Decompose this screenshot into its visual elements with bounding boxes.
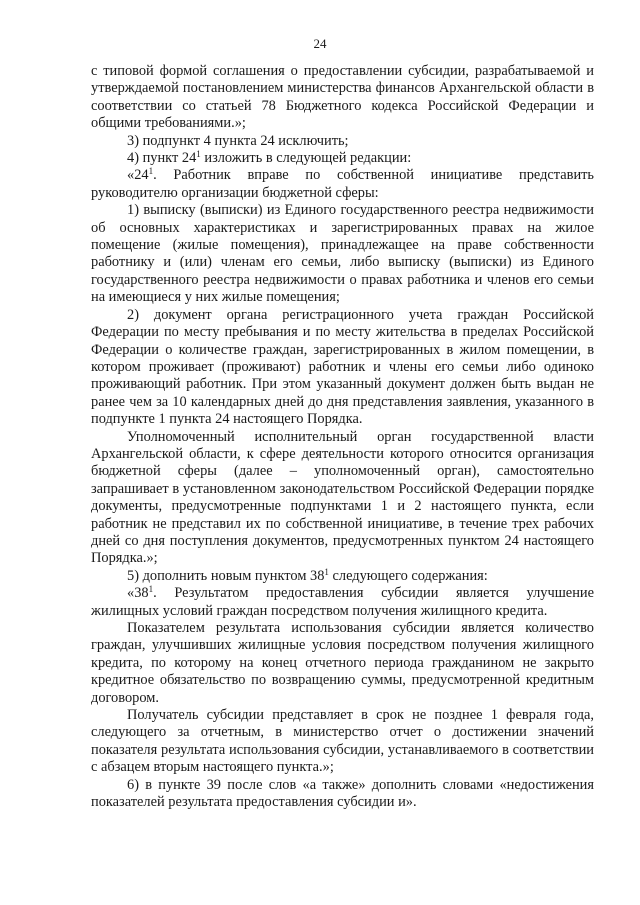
paragraph-report: Получатель субсидии представляет в срок не позднее 1 февраля года, следующего за отчетным, в министерство отчет о достижении значений показателя результата использования субсидии, устанавливаемого в соответствии с абзацем вторым настоящего пункта.»;: [91, 707, 594, 776]
text-fragment: изложить в следующей редакции:: [200, 150, 412, 167]
page-number: 24: [313, 36, 327, 51]
paragraph-subitem-1: 1) выписку (выписки) из Единого государственного реестра недвижимости об основных характеристиках и зарегистрированных правах на жилое помещение (жилые помещения), принадлежащее на праве собственности работнику и (или) членам его семьи, либо выписку (выписки) из Единого государственного реестра недвижимости о правах работника и членов его семьи на имеющиеся у них жилые помещения;: [91, 202, 594, 306]
text-fragment: . Работник вправе по собственной инициативе представить руководителю организации бюджетной сферы:: [91, 167, 594, 201]
text-fragment: . Результатом предоставления субсидии является улучшение жилищных условий граждан посредством получения жилищного кредита.: [91, 585, 594, 619]
paragraph-subitem-2: 2) документ органа регистрационного учета граждан Российской Федерации по месту пребывания и по месту жительства в пределах Российской Федерации о количестве граждан, зарегистрированных в жилом помещении, в котором проживает (проживают) работник и члены его семьи либо одиноко проживающий работник. При этом указанный документ должен быть выдан не ранее чем за 10 календарных дней до дня представления заявления, указанного в подпункте 1 пункта 24 настоящего Порядка.: [91, 306, 594, 428]
paragraph-item-4: [91, 150, 594, 167]
text-fragment: 5) дополнить новым пунктом 38: [127, 567, 325, 584]
paragraph-clause-24-1: [91, 167, 594, 202]
paragraph-item-6: 6) в пункте 39 после слов «а также» дополнить словами «недостижения показателей результата предоставления субсидии и».: [91, 776, 594, 811]
paragraph-clause-38-1: [91, 585, 594, 620]
text-fragment: 4) пункт 24: [127, 150, 197, 167]
paragraph-item-3: 3) подпункт 4 пункта 24 исключить;: [127, 132, 349, 149]
text-fragment: «24: [127, 167, 149, 184]
superscript-index: 1: [324, 566, 329, 577]
superscript-index: 1: [196, 149, 201, 160]
paragraph-authorized-body: Уполномоченный исполнительный орган государственной власти Архангельской области, к сфере деятельности которого относится организация бюджетной сферы (далее – уполномоченный орган), самостоятельно запрашивает в установленном законодательством Российской Федерации порядке документы, предусмотренные подпунктами 1 и 2 настоящего пункта, если работник не представил их по собственной инициативе, в течение трех рабочих дней со дня поступления документов, предусмотренных пунктом 24 настоящего Порядка.»;: [91, 428, 594, 567]
document-body: [91, 63, 594, 811]
text-fragment: следующего содержания:: [328, 567, 488, 584]
paragraph-indicator: Показателем результата использования субсидии является количество граждан, улучшивших жилищные условия посредством получения жилищного кредита, по которому на конец отчетного периода гражданином не закрыто кредитное обязательство по возвращению суммы, предусмотренной кредитным договором.: [91, 620, 594, 706]
text-fragment: «38: [127, 585, 149, 602]
paragraph-item-5: [91, 568, 594, 585]
superscript-index: 1: [148, 584, 154, 595]
paragraph-continuation: с типовой формой соглашения о предоставлении субсидии, разрабатываемой и утверждаемой постановлением министерства финансов Архангельской области в соответствии со статьей 78 Бюджетного кодекса Российской Федерации и общими требованиями.»;: [91, 63, 594, 132]
superscript-index: 1: [148, 166, 154, 177]
